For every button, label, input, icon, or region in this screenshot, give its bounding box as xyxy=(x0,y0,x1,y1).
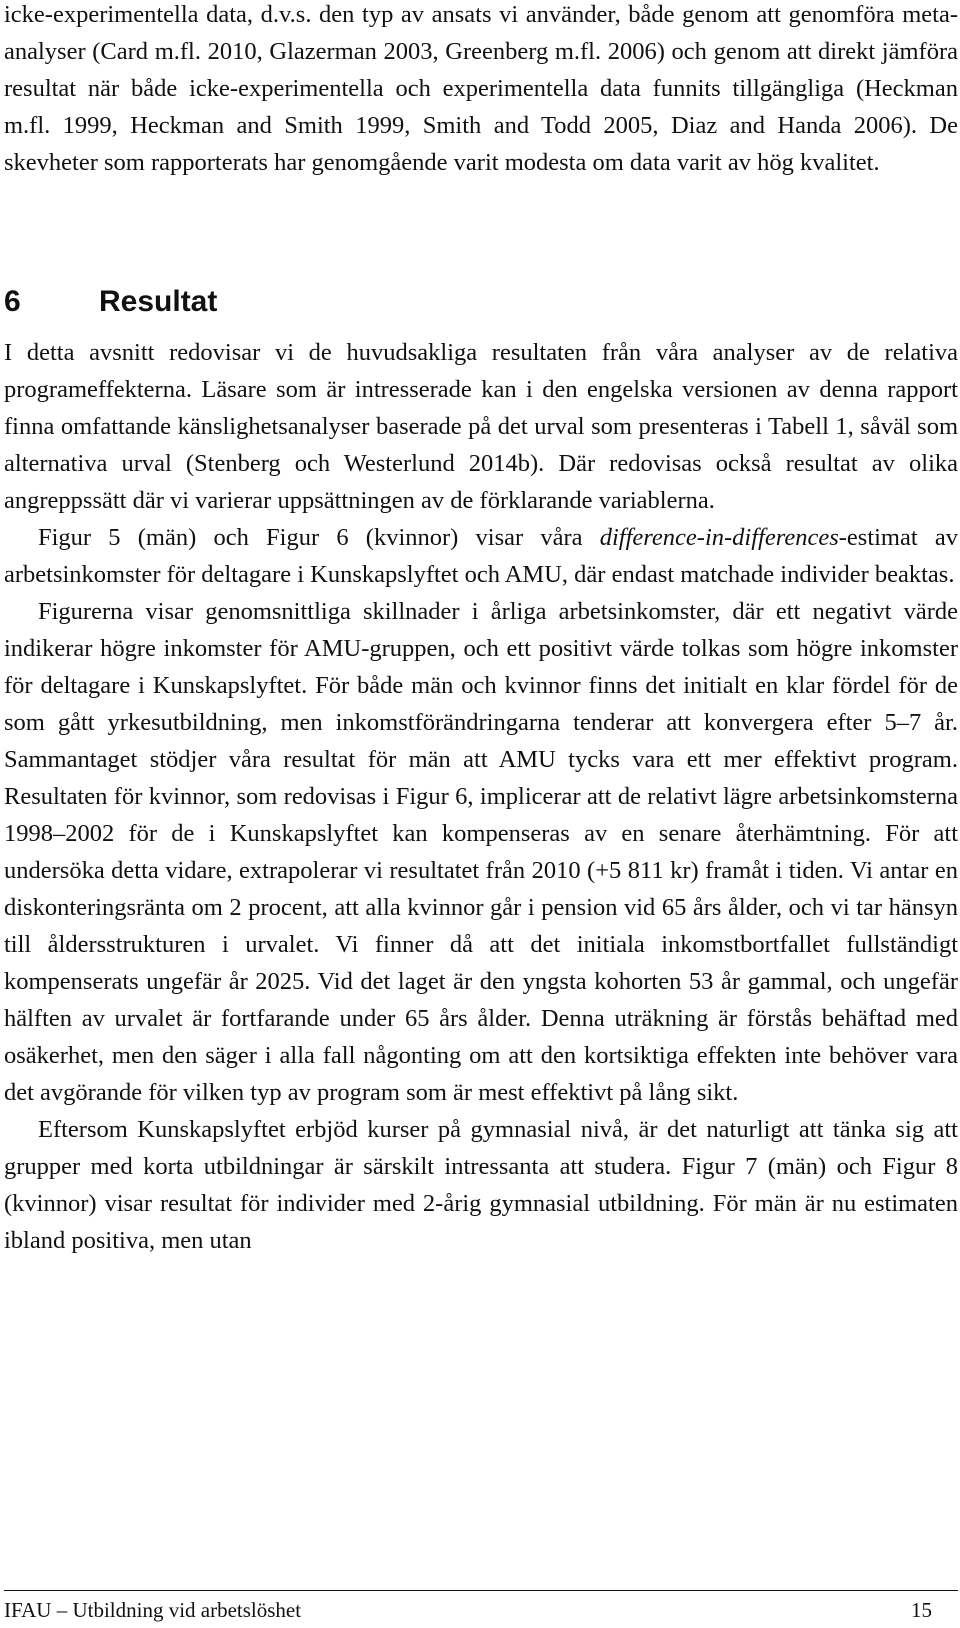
intro-paragraph: icke-experimentella data, d.v.s. den typ av ansats vi använder, både genom att genomföra meta-analyser (Card m.fl. 2010, Glazerman 2003, Greenberg m.fl. 2006) och genom att direkt jämföra resultat när både icke-experimentella och experimentella data funnits tillgängliga (Heckman m.fl. 1999, Heckman and Smith 1999, Smith and Todd 2005, Diaz and Handa 2006). De skevheter som rapporterats har genomgående varit modesta om data varit av hög kvalitet. xyxy=(4,1,958,176)
paragraph-3: Figurerna visar genomsnittliga skillnader i årliga arbetsinkomster, där ett negativt värde indikerar högre inkomster för AMU-gruppen, och ett positivt värde tolkas som högre inkomster för deltagare i Kunskapslyftet. För både män och kvinnor finns det initialt en klar fördel för de som gått yrkesutbildning, men inkomstförändringarna tenderar att konvergera efter 5–7 år. Sammantaget stödjer våra resultat för män att AMU tycks vara ett mer effektivt program. Resultaten för kvinnor, som redovisas i Figur 6, implicerar att de relativt lägre arbetsinkomsterna 1998–2002 för de i Kunskapslyftet kan kompenseras av en senare återhämtning. För att undersöka detta vidare, extrapolerar vi resultatet från 2010 (+5 811 kr) framåt i tiden. Vi antar en diskonteringsränta om 2 procent, att alla kvinnor går i pension vid 65 års ålder, och vi tar hänsyn till åldersstrukturen i urvalet. Vi finner då att det initiala inkomstbortfallet fullständigt kompenserats ungefär år 2025. Vid det laget är den yngsta kohorten 53 år gammal, och ungefär hälften av urvalet är fortfarande under 65 års ålder. Denna uträkning är förstås behäftad med osäkerhet, men den säger i alla fall någonting om att den kortsiktiga effekten inte behöver vara det avgörande för vilken typ av program som är mest effektivt på lång sikt. xyxy=(4,598,958,1106)
paragraph-2-after: -estimat av arbetsinkomster för deltagare i Kunskapslyftet och AMU, där endast matchade individer beaktas. xyxy=(4,524,959,588)
page-number: 15 xyxy=(911,1598,932,1622)
paragraph-1: I detta avsnitt redovisar vi de huvudsakliga resultaten från våra analyser av de relativa programeffekterna. Läsare som är intresserade kan i den engelska versionen av denna rapport finna omfattande känslighetsanalyser baserade på det urval som presenteras i Tabell 1, såväl som alternativa urval (Stenberg och Westerlund 2014b). Där redovisas också resultat av olika angreppssätt där vi varierar uppsättningen av de förklarande variablerna. xyxy=(4,339,958,514)
section-heading xyxy=(4,284,217,320)
page-footer xyxy=(4,1590,958,1623)
section-body xyxy=(4,334,958,1259)
paragraph-2-before: Figur 5 (män) och Figur 6 (kvinnor) visar våra xyxy=(38,524,600,551)
paragraph-2 xyxy=(4,519,958,593)
paragraph-4: Eftersom Kunskapslyftet erbjöd kurser på gymnasial nivå, är det naturligt att tänka sig att grupper med korta utbildningar är särskilt intressanta att studera. Figur 7 (män) och Figur 8 (kvinnor) visar resultat för individer med 2-årig gymnasial utbildning. För män är nu estimaten ibland positiva, men utan xyxy=(4,1116,958,1254)
footer-title: IFAU – Utbildning vid arbetslöshet xyxy=(4,1598,302,1622)
section-number: 6 xyxy=(4,285,21,318)
section-title: Resultat xyxy=(99,285,218,318)
paragraph-2-emphasis: difference-in-differences xyxy=(599,524,839,551)
